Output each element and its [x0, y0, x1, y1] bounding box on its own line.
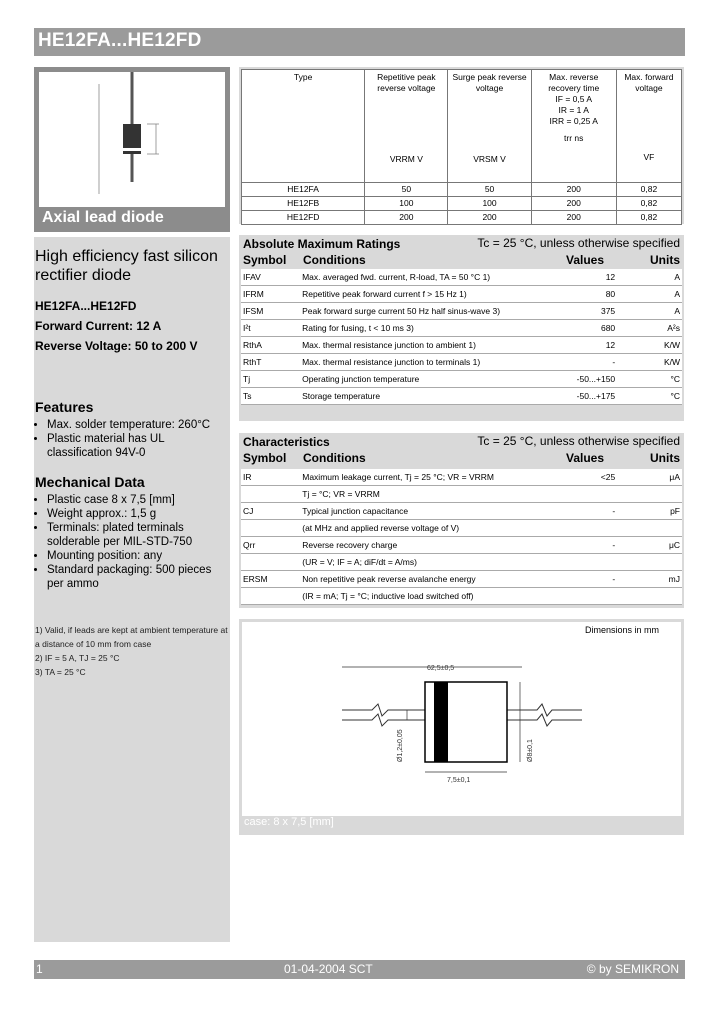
table-row: HE12FB 100 100 200 0,82 [242, 197, 682, 211]
mechanical-title: Mechanical Data [35, 474, 145, 490]
col-type: Type [242, 70, 365, 183]
table-row: HE12FA 50 50 200 0,82 [242, 183, 682, 197]
photo-caption: Axial lead diode [42, 209, 164, 226]
table-row: Tj Operating junction temperature -50...+150 °C [241, 371, 682, 388]
table-row: I²t Rating for fusing, t < 10 ms 3) 680 A²s [241, 320, 682, 337]
table-row: HE12FD 200 200 200 0,82 [242, 211, 682, 225]
table-row: (at MHz and applied reverse voltage of V) [241, 520, 682, 537]
footnotes [35, 623, 229, 679]
ratings-table [241, 269, 682, 405]
section-condition: Tc = 25 °C, unless otherwise specified [477, 236, 680, 250]
page-number: 1 [36, 962, 43, 976]
type-table [239, 67, 684, 224]
table-row: IFRM Repetitive peak forward current f > 15 Hz 1) 80 A [241, 286, 682, 303]
list-item: • Weight approx.: 1,5 g [47, 507, 229, 521]
reverse-voltage: Reverse Voltage: 50 to 200 V [35, 339, 198, 353]
body-label: 7,5±0,1 [447, 777, 471, 784]
length-label: 62,5±0,5 [427, 665, 455, 672]
model-range: HE12FA...HE12FD [35, 299, 137, 313]
list-item: • Max. solder temperature: 260°C [47, 418, 229, 432]
table-header: Symbol Conditions Values Units [243, 451, 680, 465]
col-vf: Max. forward voltage VF [616, 70, 681, 183]
section-condition: Tc = 25 °C, unless otherwise specified [477, 434, 680, 448]
footnote-2: 2) IF = 5 A, TJ = 25 °C [35, 653, 120, 663]
section-title: Absolute Maximum Ratings [243, 237, 401, 251]
diode-dimension-svg [242, 622, 681, 816]
table-row: (IR = mA; Tj = °C; inductive load switched off) [241, 588, 682, 605]
footer-copyright: © by SEMIKRON [586, 962, 679, 976]
footnote-3: 3) TA = 25 °C [35, 667, 86, 677]
product-summary [35, 247, 229, 591]
footer-date: 01-04-2004 SCT [284, 962, 373, 976]
dimensions-drawing [239, 619, 684, 835]
dimensions-title: Dimensions in mm [584, 625, 659, 635]
table-row: Qrr Reverse recovery charge - μC [241, 537, 682, 554]
section-title: Characteristics [243, 435, 330, 449]
dimensions-caption: case: 8 x 7,5 [mm] [244, 816, 334, 828]
product-heading: High efficiency fast silicon rectifier diode [35, 248, 218, 284]
characteristics-table [241, 469, 682, 605]
col-trr: Max. reverse recovery time IF = 0,5 A IR = 1 A IRR = 0,25 A trr ns [531, 70, 616, 183]
forward-current: Forward Current: 12 A [35, 319, 162, 333]
table-row: RthA Max. thermal resistance junction to ambient 1) 12 K/W [241, 337, 682, 354]
footnote-1: 1) Valid, if leads are kept at ambient temperature at a distance of 10 mm from case [35, 625, 228, 649]
table-row: (UR = V; IF = A; diF/dt = A/ms) [241, 554, 682, 571]
page-title: HE12FA...HE12FD [38, 30, 202, 51]
mechanical-list [35, 493, 229, 591]
table-row: Tj = °C; VR = VRRM [241, 486, 682, 503]
table-row: IFSM Peak forward surge current 50 Hz half sinus-wave 3) 375 A [241, 303, 682, 320]
diode-outline-drawing [39, 72, 225, 207]
list-item: • Plastic case 8 x 7,5 [mm] [47, 493, 229, 507]
features-list [35, 418, 229, 460]
col-vrsm: Surge peak reverse voltage VRSM V [448, 70, 531, 183]
table-row: ERSM Non repetitive peak reverse avalanche energy - mJ [241, 571, 682, 588]
features-title: Features [35, 399, 94, 415]
absolute-max-ratings [239, 235, 684, 421]
table-row: Ts Storage temperature -50...+175 °C [241, 388, 682, 405]
diameter-label: Ø8±0,1 [527, 739, 534, 762]
list-item: • Mounting position: any [47, 549, 229, 563]
table-row: RthT Max. thermal resistance junction to terminals 1) - K/W [241, 354, 682, 371]
table-row: CJ Typical junction capacitance - pF [241, 503, 682, 520]
list-item: • Standard packaging: 500 pieces per ammo [47, 563, 229, 591]
characteristics [239, 433, 684, 608]
title-bar [34, 28, 685, 56]
footer [34, 960, 685, 979]
table-row: IFAV Max. averaged fwd. current, R-load, TA = 50 °C 1) 12 A [241, 269, 682, 286]
list-item: • Terminals: plated terminals solderable per MIL-STD-750 [47, 521, 229, 549]
col-vrrm: Repetitive peak reverse voltage VRRM V [365, 70, 448, 183]
table-row: IR Maximum leakage current, Tj = 25 °C; VR = VRRM <25 μA [241, 469, 682, 486]
list-item: • Plastic material has UL classification 94V-0 [47, 432, 229, 460]
lead-label: Ø1,2±0,05 [397, 729, 404, 762]
diode-illustration [34, 67, 230, 232]
table-header: Symbol Conditions Values Units [243, 253, 680, 267]
